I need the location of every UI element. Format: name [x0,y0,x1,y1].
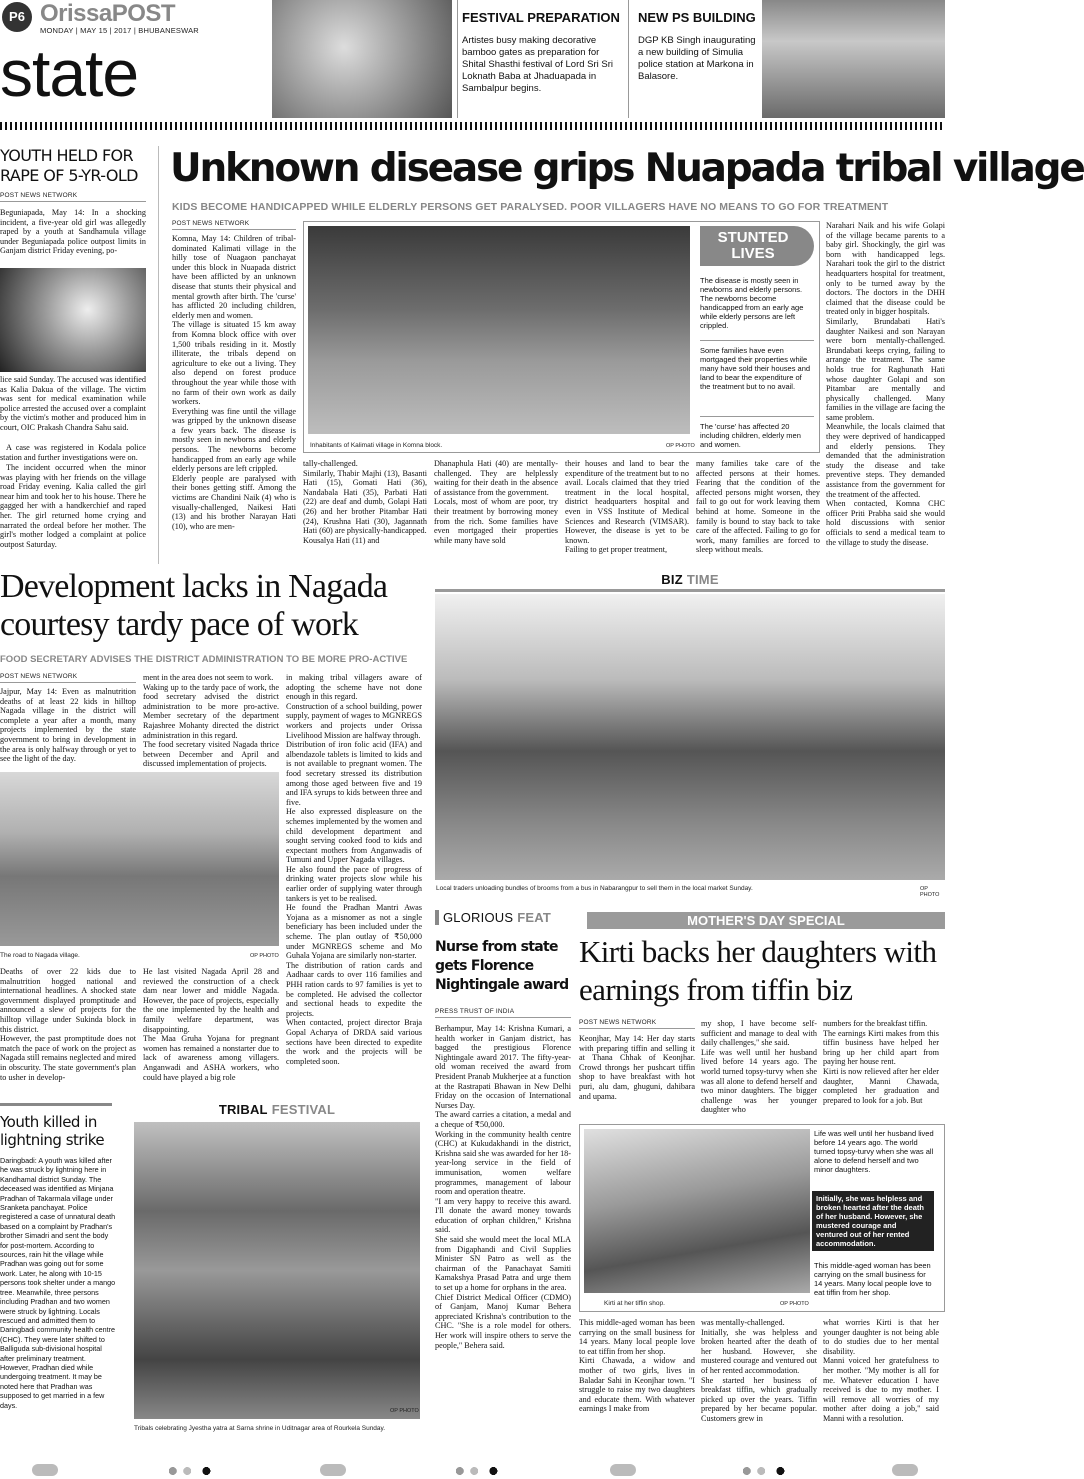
teaser-divider [628,0,629,118]
biz-label-b: TIME [686,572,719,587]
lead-photo-frame [303,221,820,453]
teaser-text: DGP KB Singh inaugurating a new building of Simulia police station at Markona in Balasore. [638,35,756,82]
photo-credit: OP PHOTO [250,953,279,959]
glorious-label-b: FEAT [517,910,552,925]
story-text: what worries Kirti is that her younger daughter is not being able to do studies due to her mental disability. Manni voiced her gratefulness to her mother. "My mother is all for me. Whatever education I have received is due to my mother. I will remove all worries of my mother after doing a job," said Manni with a resolution. [823,1318,939,1423]
lead-headline: Unknown disease grips Nuapada tribal village [170,146,1084,191]
teaser-festival [462,10,622,95]
story-text: was mentally-challenged. Initially, she was helpless and broken hearted after the death of her husband. However, she mustered courage and ventured out of her rented accommodation. She started her business of breakfast tiffin, which gradually picked up over the years. Tiffin prepared by her became popular. Customers grew in [701,1318,817,1423]
box-divider [700,416,814,417]
nagada-road-photo [0,772,279,946]
tiffin-shop-photo [584,1129,810,1293]
registration-mark [32,1464,58,1476]
story-text: numbers for the breakfast tiffin. The earnings Kirti makes from this tiffin business have helped her bring up her child apart from paying her house rent. Kirti is now relieved after her elder daughter, Manni Chawada, completed her graduation and prepared to look for a job. But [823,1019,939,1105]
byline: POST NEWS NETWORK [0,192,146,202]
story-text: Komna, May 14: Children of tribal-dominated Kalimati village in the hilly tose of Nuagaon panchayat under this block in Nuapada district have been afflicted by an unknown disease that stunts their physical and mental growth after birth. The 'curse' has afflicted 20 including children, elderly men and women. The village is situated 15 km away from Komna block office with over 1,500 tribals residing in it. Mostly illiterate, the tribals depend on agriculture to eke out a living. They also depend on forest produce throughout the year while those with no farm of their own work as daily workers. Everything was fine until the village was gripped by the unknown disease a few years back. The disease is mostly seen in newborns and elderly persons. The newborns become handicapped from an early age while elderly persons are left crippled. Elderly people are paralysed with their bones getting stiff. Among the victims are Chandini Naik (4) who is visually-challenged, Naikesi Hati (13) and his brother Narayan Hati (10), who are men- [172,234,296,531]
biz-rule [435,589,945,592]
village-photo [308,226,690,434]
lead-subhead: KIDS BECOME HANDICAPPED WHILE ELDERLY PERSONS GET PARALYSED. POOR VILLAGERS HAVE NO MEANS TO GO FOR TREATMENT [172,201,889,213]
byline: POST NEWS NETWORK [172,220,296,230]
registration-mark [168,1466,216,1476]
story-text: Beguniapada, May 14: In a shocking incident, a five-year old girl was allegedly raped by a youth at Sandhamula village under Beguniapada police outpost limits in Ganjam district Friday evening, po- [0,208,146,256]
teaser-title: FESTIVAL PREPARATION [462,10,620,25]
teaser-title: NEW PS BUILDING [638,10,756,25]
box-point: Some families have even mortgaged their properties while many have sold their houses and land to bear the expenditure of the treatment but to no avail. [700,346,811,391]
story-text: Deaths of over 22 kids due to malnutrition hogged national and international headlines. A shocked state government displayed promptitude and announced a slew of projects for the hilltop village under Sukinda block in this district. However, the past promptitude does not match the pace of work on the project as Nagada still remains neglected and mired in obscurity. The state government's plan to usher in develop- [0,967,136,1082]
left-story [0,146,146,561]
biz-label-a: BIZ [661,572,683,587]
story-text: Berhampur, May 14: Krishna Kumari, a health worker in Ganjam district, has bagged the prestigious Florence Nightingale award 2017. The fifty-year-old woman received the award from President Pranab Mukherjee at a function at the Rastrapati Bhawan in New Delhi Friday on the occasion of International Nurses Day. The award carries a citation, a medal and a cheque of ₹50,000. Working in the community health centre (CHC) at Kukudakhandi in the district, Krishna said she was awarded for her 18-year-long service in the field of immunisation, women welfare programmes, management of labour room and operation theatre. "I am very happy to receive this award. I'll donate the award money towards education of orphan children," Krishna said. She said she would meet the local MLA from Digaphandi and Civil Supplies Minister SN Patro as well as the chairman of the Panachayat Samiti Kamakshya Prasad Patra and urge them to set up a home for orphans in the area. Chief District Medical Officer (CDMO) of Ganjam, Manoj Kumar Behera appreciated Krishna's contribution to the CHC. "She is a role model for others. Her work will inspire others to serve the people," Behera said. [435,1024,571,1350]
pull-quote-highlight: Initially, she was helpless and broken hearted after the death of her husband. However, she mustered courage and ventured out of her rented accommodation. [812,1191,934,1251]
byline: PRESS TRUST OF INDIA [435,1008,571,1018]
glorious-label [435,910,571,925]
masthead [0,0,270,120]
biz-photo [435,594,945,880]
photo-credit: OP PHOTO [780,1301,809,1307]
teaser-divider [457,0,458,118]
story-text: He last visited Nagada April 28 and reviewed the construction of a check dam near lower and middle Nagada. However, the pace of projects, especially the one implemented by the health and family welfare department, was disappointing. The Maa Gruha Yojana for pregnant women has remained a nonstarter due to lack of awareness among villagers. Anganwadi and ASHA workers, who could have played a big role [143,967,279,1082]
nagada-headline: Development lacks in Nagada courtesy tardy pace of work [0,568,388,643]
page-badge: P6 [2,2,32,32]
tribal-label-b: FESTIVAL [271,1102,336,1117]
story-text: in making tribal villagers aware of adopting the scheme have not done enough in this regard. Construction of a school building, power supply, payment of wages to MGNREGS workers and projects under Orissa Livelihood Mission are halfway through. Distribution of iron folic acid (IFA) and albendazole tablets is limited to kids and is not available to pregnant women. The food secretary stressed its distribution among those aged between five and 19 and IFA syrups to kids between three and five. He also expressed displeasure on the schemes implemented by the women and child development department and sought serving cooked food to kids and expectant mothers from Anganwadis of Tumuni and Upper Nagada villages. He also found the pace of progress of drinking water projects slow while his earlier order of supplying water through tankers is yet to be realised. He found the Pradhan Mantri Awas Yojana as a misnomer as not a single beneficiary has been included under the scheme. The plan outlay of ₹50,000 under MGNREGS scheme and Mo Guhala Yojana are similarly non-starter. The distribution of ration cards and Aadhaar cards to over 116 families and PHH ration cards to 97 families is yet to be completed. He advised the collector and sectional heads to expedite the projects. When contacted, project director Braja Gopal Acharya of DRDA said various sections have been directed to expedite the work and the projects will be completed soon. [286,673,422,1066]
story-text: Dhanaphula Hati (40) are mentally-challenged. They are helplessly waiting for their death in the absence of assistance from the government. Locals, most of whom are poor, try their treatment by borrowing money from the rich. Some families have even mortgaged their properties while many have sold [434,459,558,545]
story-text: tally-challenged. Similarly, Thabir Majhi (13), Basanti Hati (15), Gomati Hati (36), Nandabala Hati (35), Parbati Hati (22) are deaf and dumb, Golapi Hati (26) and her brother Pitambar Hati (24), Krushna Hati (30), Jagannath Hati (60) are physically-handicapped. Kousalya Hati (11) and [303,459,427,545]
nagada-subhead: FOOD SECRETARY ADVISES THE DISTRICT ADMINISTRATION TO BE MORE PRO-ACTIVE [0,654,408,665]
nagada-col1 [0,673,136,783]
pull-quote: This middle-aged woman has been carrying on the small business for 14 years. Many local people love to eat tiffin from her shop. [814,1261,932,1297]
photo-caption: The road to Nagada village. [0,952,80,959]
teaser-text: Artistes busy making decorative bamboo gates as preparation for Shital Shasthi festival of Lord Sri Sri Loknath Baba at Jhaduapada in Sambalpur begins. [462,35,614,94]
story-text: Daringbadi: A youth was killed after he was struck by lightning here in Kandhamal district Sunday. The deceased was identified as Minjana Pradhan of Takarmala village under Sranketa panchayat. Police registered a case of unnatural death based on a complaint by Pradhan's brother Simadri and sent the body for post-mortem. According to sources, rain hit the village while Pradhan was going out for some work. Later, he along with 10-15 persons took shelter under a mango tree. Meanwhile, three persons including Pradhan and two women were struck by lightning. Locals rescued and admitted them to Daringbadi community health centre (CHC). They were later shifted to Balliguda sub-divisional hospital after preliminary treatment. However, Pradhan died while undergoing treatment. It may be noted here that Pradhan was supposed to get married in a few days. [0,1156,116,1410]
story-text: The incident occurred when the minor was playing with her friends on the village road Friday evening. Kalia called the girl near him and took her to his house. There he gagged her with a handkerchief and raped her. The girl returned home crying and narrated the ordeal before her mother. The girl's mother lodged a complaint at police outpost Saturday. [0,463,146,549]
byline: POST NEWS NETWORK [579,1019,695,1029]
story-text: Jajpur, May 14: Even as malnutrition deaths of at least 22 kids in hilltop Nagada village in the district will complete a year after a month, many projects implemented by the state government to bring in development in the area is only halfway through or yet to see the light of the day. [0,687,136,764]
kirti-headline: Kirti backs her daughters with earnings from tiffin biz [579,934,937,1007]
teaser-photo-police [762,0,945,118]
teaser-photo-bamboo [272,0,452,118]
registration-mark [892,1464,918,1476]
illustration-photo [0,268,146,372]
nurse-col [435,1008,571,1436]
photo-credit: OP PHOTO [666,443,695,449]
tribal-label [134,1102,420,1117]
registration-mark [742,1466,790,1476]
lead-col1 [172,220,296,566]
masthead-rule [0,122,945,130]
section-rule [0,1103,112,1106]
photo-caption: Local traders unloading bundles of brooms from a bus in Nabarangpur to sell them in the local market Sunday. [436,885,753,892]
nurse-headline: Nurse from state gets Florence Nightingale award [435,939,569,993]
glorious-label-a: GLORIOUS [443,910,514,925]
column-divider [158,146,159,564]
box-title: STUNTED LIVES [700,226,814,266]
kirti-col1 [579,1019,695,1126]
teaser-ps-building [638,10,758,83]
story-text: ment in the area does not seem to work. Waking up to the tardy pace of work, the food secretary advised the district administration to be more pro-active. Member secretary of the department Rajashree Mohanty directed the district administration in this regard. The food secretary visited Nagada thrice between December and April and discussed implementation of projects. [143,673,279,769]
registration-mark [320,1464,346,1476]
pull-quote: Life was well until her husband lived before 14 years ago. The world turned topsy-turvy when she was all alone to defend herself and two minor daughters. [814,1129,934,1174]
story-text: my shop, I have become self-sufficient and manage to deal with daily challenges," she said. Life was well until her husband lived before 14 years ago. The world turned topsy-turvy when she was all alone to defend herself and two minor daughters. The bigger challenge was her younger daughter who [701,1019,817,1115]
tribal-photo [134,1122,420,1419]
left-headline: YOUTH HELD FOR RAPE OF 5-YR-OLD [0,146,138,185]
box-point: The 'curse' has affected 20 including children, elderly men and women. [700,422,801,449]
photo-credit: OP PHOTO [390,1408,419,1414]
story-text: lice said Sunday. The accused was identified as Kalia Dakua of the village. The victim was sent for medical examination while police arrested the accused over a complaint by the victim's mother and produced him in court, OIC Prakash Chandra Sahu said. [0,375,146,432]
registration-mark [610,1464,636,1476]
section-title: state [0,36,139,110]
story-text: A case was registered in Kodala police station and further investigations were on. [0,443,146,462]
photo-caption: Inhabitants of Kalimati village in Komna block. [310,442,443,449]
youth-headline: Youth killed in lightning strike [0,1113,105,1149]
photo-caption: Tribals celebrating Jyestha yatra at Sarna shrine in Uditnagar area of Rourkela Sunday. [134,1425,386,1432]
paper-name: OrissaPOST [40,0,176,27]
mothers-day-banner: MOTHER'S DAY SPECIAL [587,912,945,929]
box-divider [700,340,814,341]
story-text: Narahari Naik and his wife Golapi of the village became parents to a baby girl. Shockingly, the girl was born with handicapped legs. Narahari took the girl to the district headquarters hospital for treatment, only to be turned away by the doctors. The doctors in the DHH claimed that the disease could be treated only in bigger hospitals. Similarly, Brundabati Hati's daughter Naikesi and son Narayan were born mentally-challenged. Brundabati keeps crying, failing to arrange the treatment. The same holds true for Raghunath Hati whose daughter Golapi and son Pitambar are mentally and physically challenged. Many families in the village are facing the same problem. Meanwhile, the locals claimed that they were deprived of handicapped and elderly pensions. They demanded that the administration study the disease and take preventive steps. They demanded assistance from the government for the treatment of the affected. When contacted, Komna CHC officer Priti Prabha said she would hold discussions with senior officials to send a medical team to the village to study the disease. [826,221,945,547]
photo-caption: Kirti at her tiffin shop. [604,1300,665,1307]
byline: POST NEWS NETWORK [0,673,136,683]
tribal-label-a: TRIBAL [218,1102,268,1117]
story-text: their houses and land to bear the expenditure of the treatment but to no avail. Locals claimed that they tried treatment in the local hospital, district headquarters hospital and even in VSS Institute of Medical Sciences and Research (VIMSAR). However, the disease is yet to be known. Failing to get proper treatment, [565,459,689,555]
photo-credit: OP PHOTO [920,886,940,898]
biz-time-label [435,572,945,587]
box-point: The disease is mostly seen in newborns and elderly persons. The newborns become handicapped from an early age while elderly persons are left crippled. [700,276,804,330]
story-text: Keonjhar, May 14: Her day starts with preparing tiffin and selling it at Thana Chhak of Keonjhar. Crowd throngs her pushcart tiffin shop to have breakfast with hot puri, alu dam, ghuguni, dahibara and upama. [579,1034,695,1101]
kirti-photo-frame [579,1124,945,1312]
registration-mark [455,1466,503,1476]
story-text: This middle-aged woman has been carrying on the small business for 14 years. Many local people love to eat tiffin from her shop. Kirti Chawada, a widow and mother of two girls, lives in Baladar Sahi in Keonjhar town. "I struggle to raise my two daughters and educate them. With whatever earnings I make from [579,1318,695,1414]
date-line: MONDAY | MAY 15 | 2017 | BHUBANESWAR [40,26,199,35]
story-text: many families take care of the affected persons at their homes. Fearing that the condition of the affected persons might worsen, they fail to go out for work leaving them behind at home. Someone in the family is bound to stay back to take care of the affected. Failing to go for work, many families are forced to sleep without meals. [696,459,820,555]
